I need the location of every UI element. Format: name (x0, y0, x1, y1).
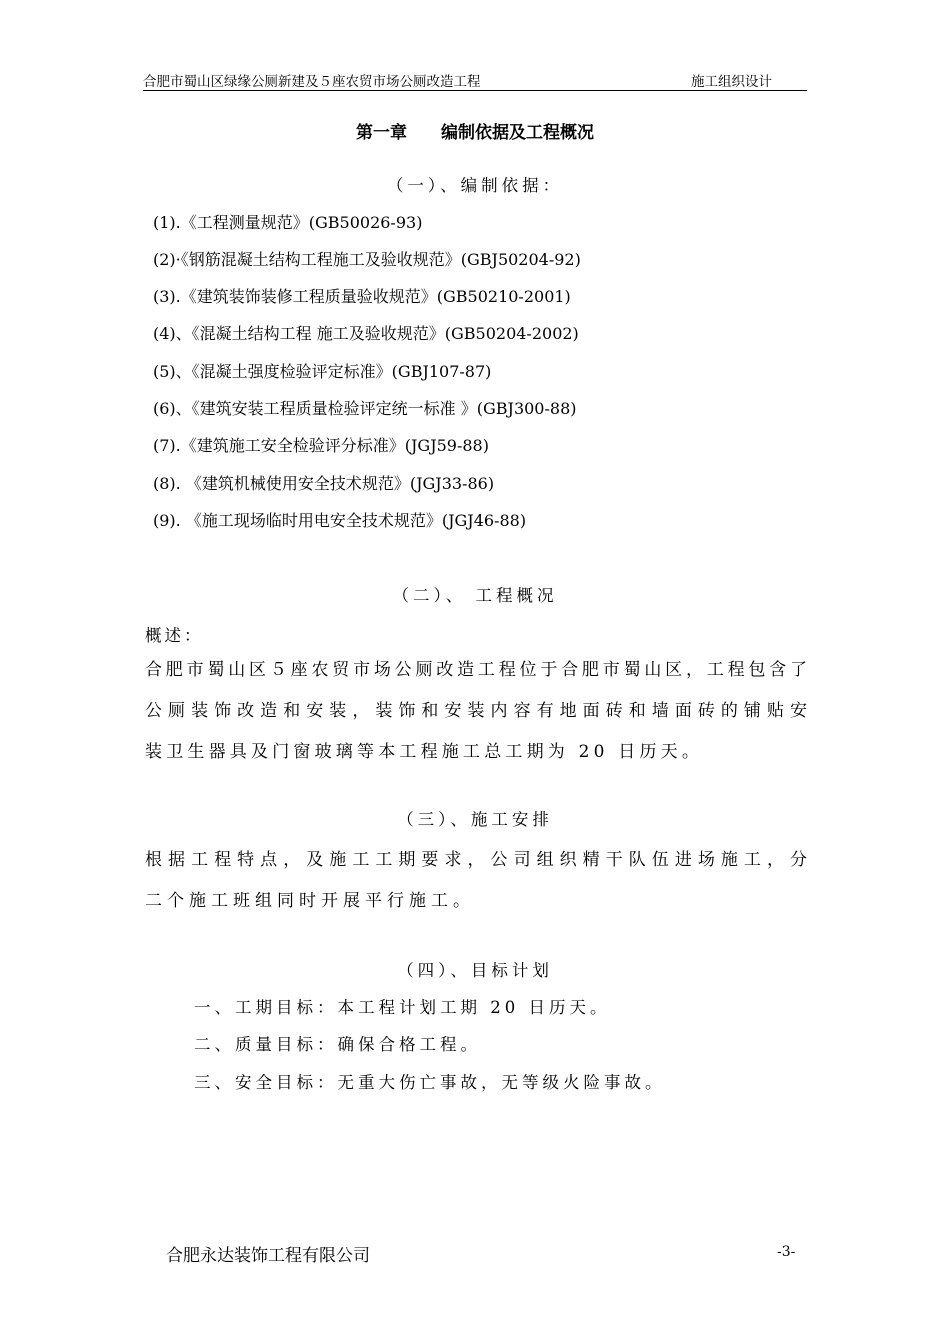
paragraph-line: 装卫生器具及门窗玻璃等本工程施工总工期为 20 日历天。 (145, 742, 704, 762)
footer-company: 合肥永达装饰工程有限公司 (166, 1246, 370, 1266)
section-2-title: （二）、 工程概况 (392, 586, 558, 605)
reference-item: (7).《建筑施工安全检验评分标准》(JGJ59-88) (153, 436, 489, 455)
reference-item: (8). 《建筑机械使用安全技术规范》(JGJ33-86) (153, 474, 495, 493)
footer-page-number: -3- (777, 1244, 796, 1260)
header-project-title: 合肥市蜀山区绿缘公厕新建及５座农贸市场公厕改造工程 (143, 74, 481, 90)
quality-goal: 二、质量目标：确保合格工程。 (194, 1035, 481, 1054)
paragraph-line: 合肥市蜀山区５座农贸市场公厕改造工程位于合肥市蜀山区，工程包含了 (145, 660, 807, 680)
section-3-title: （三）、施工安排 (397, 810, 553, 829)
overview-label: 概述： (145, 626, 204, 645)
chapter-number: 第一章 (356, 123, 407, 143)
schedule-goal: 一、工期目标：本工程计划工期 20 日历天。 (194, 998, 611, 1017)
chapter-heading (0, 118, 950, 143)
overview-paragraph (145, 655, 807, 778)
safety-goal: 三、安全目标：无重大伤亡事故，无等级火险事故。 (194, 1073, 666, 1092)
section-1-title: （一）、编制依据： (386, 176, 564, 195)
reference-item: (2)·《钢筋混凝土结构工程施工及验收规范》(GBJ50204-92) (153, 250, 581, 269)
reference-item: (4)、《混凝土结构工程 施工及验收规范》(GB50204-2002) (153, 324, 579, 343)
page-header (143, 70, 807, 91)
header-doc-type: 施工组织设计 (691, 74, 772, 90)
reference-item: (6)、《建筑安装工程质量检验评定统一标准 》(GBJ300-88) (153, 399, 577, 418)
reference-item: (5)、《混凝土强度检验评定标准》(GBJ107-87) (153, 362, 492, 381)
paragraph-line: 公厕装饰改造和安装，装饰和安装内容有地面砖和墙面砖的铺贴安 (145, 701, 807, 721)
reference-item: (9). 《施工现场临时用电安全技术规范》(JGJ46-88) (153, 511, 527, 530)
chapter-title: 编制依据及工程概况 (441, 123, 594, 143)
reference-item: (3).《建筑装饰装修工程质量验收规范》(GB50210-2001) (153, 287, 571, 306)
section-4-title: （四）、目标计划 (397, 961, 553, 980)
reference-item: (1).《工程测量规范》(GB50026-93) (153, 213, 423, 232)
paragraph-line: 根据工程特点，及施工工期要求，公司组织精干队伍进场施工，分 (145, 850, 807, 870)
arrangement-paragraph (145, 845, 807, 927)
paragraph-line: 二个施工班组同时开展平行施工。 (145, 891, 475, 911)
